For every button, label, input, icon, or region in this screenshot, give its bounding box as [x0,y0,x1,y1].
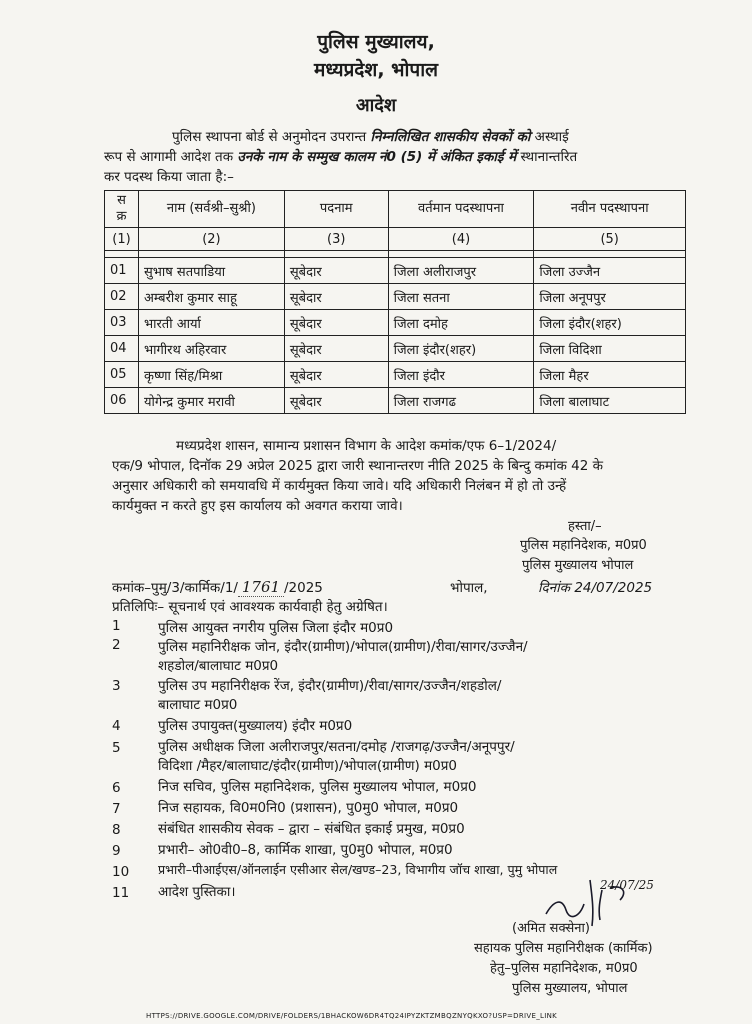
table-column-number-row [105,228,686,251]
cell-new-posting: जिला अनूपपुर [534,284,686,310]
list-item-number: 1 [112,618,121,634]
body-line-2: एक/9 भोपाल, दिनॉक 29 अप्रेल 2025 द्वारा जारी स्थानान्तरण नीति 2025 के बिन्दु कमांक 42 के [112,458,603,474]
cell-name: अम्बरीश कुमार साहू [138,284,284,310]
signatory-name: (अमित सक्सेना) [512,921,590,936]
cell-name: कृष्णा सिंह/मिश्रा [138,362,284,388]
cell-serial: 06 [105,388,139,414]
list-item-number: 4 [112,718,121,734]
list-item: निज सहायक, वि0म0नि0 (प्रशासन), पु0मु0 भोपाल, म0प्र0 [158,800,459,816]
table-row [105,310,686,336]
office-name: पुलिस मुख्यालय, [317,31,435,53]
colnum: (5) [534,228,686,251]
body-line-1: मध्यप्रदेश शासन, सामान्य प्रशासन विभाग के आदेश कमांक/एफ 6–1/2024/ [176,438,557,454]
cell-current-posting: जिला इंदौर [388,362,534,388]
signatory-office-2: पुलिस मुख्यालय, भोपाल [512,981,628,996]
cell-current-posting: जिला दमोह [388,310,534,336]
signatory-on-behalf: हेतु–पुलिस महानिदेशक, म0प्र0 [490,961,638,976]
list-item-number: 9 [112,843,121,859]
transfer-table [104,190,686,414]
document-title: आदेश [355,95,397,116]
list-item-cont: विदिशा /मैहर/बालाघाट/इंदौर(ग्रामीण)/भोपाल(ग्रामीण) म0प्र0 [158,758,458,774]
cell-new-posting: जिला उज्जैन [534,258,686,284]
body-line-4: कार्यमुक्त न करते हुए इस कार्यालय को अवगत कराया जावे। [112,498,403,514]
cell-name: भागीरथ अहिरवार [138,336,284,362]
list-item-number: 11 [112,885,130,901]
list-item: पुलिस आयुक्त नगरीय पुलिस जिला इंदौर म0प्र0 [158,620,394,636]
signature-initials: 24/07/25 [600,878,654,892]
cell-designation: सूबेदार [284,258,388,284]
table-header-row [105,191,686,228]
list-item: संबंधित शासकीय सेवक – द्वारा – संबंधित इकाई प्रमुख, म0प्र0 [158,821,465,837]
list-item-number: 10 [112,864,130,880]
cell-designation: सूबेदार [284,362,388,388]
intro-line-3: कर पदस्थ किया जाता है:– [104,169,234,185]
table-row [105,388,686,414]
header-current-posting: वर्तमान पदस्थापना [388,191,534,228]
list-item-number: 5 [112,740,121,756]
cell-serial: 02 [105,284,139,310]
cell-new-posting: जिला इंदौर(शहर) [534,310,686,336]
copy-heading: प्रतिलिपिः– सूचनार्थ एवं आवश्यक कार्यवाही हेतु अग्रेषित। [112,599,388,615]
intro-line-2: रूप से आगामी आदेश तक उनके नाम के सम्मुख कालम नं0 (5) में अंकित इकाई में स्थानान्तरित [104,149,578,165]
intro-line-1: पुलिस स्थापना बोर्ड से अनुमोदन उपरान्त निम्नलिखित शासकीय सेवकों को अस्थाई [172,129,569,145]
cell-current-posting: जिला राजगढ [388,388,534,414]
cell-name: योगेन्द्र कुमार मरावी [138,388,284,414]
cell-current-posting: जिला इंदौर(शहर) [388,336,534,362]
cell-designation: सूबेदार [284,336,388,362]
list-item-number: 8 [112,822,121,838]
header-new-posting: नवीन पदस्थापना [534,191,686,228]
signatory-title: सहायक पुलिस महानिरीक्षक (कार्मिक) [474,941,653,956]
footer-url: HTTPS://DRIVE.GOOGLE.COM/DRIVE/FOLDERS/1BHACKOW6DR4TQ24IPYZKTZMBQZNYQKXO?USP=DRIVE_LINK [146,1012,557,1020]
cell-current-posting: जिला सतना [388,284,534,310]
cell-serial: 05 [105,362,139,388]
cell-name: सुभाष सतपाडिया [138,258,284,284]
cell-new-posting: जिला मैहर [534,362,686,388]
table-row [105,258,686,284]
cell-serial: 03 [105,310,139,336]
cell-serial: 04 [105,336,139,362]
list-item-number: 7 [112,801,121,817]
list-item: पुलिस उपायुक्त(मुख्यालय) इंदौर म0प्र0 [158,718,353,734]
colnum: (2) [138,228,284,251]
table-row [105,284,686,310]
colnum: (1) [105,228,139,251]
list-item: प्रभारी–पीआईएस/ऑनलाईन एसीआर सेल/खण्ड–23, विभागीय जॉच शाखा, पुमु भोपाल [158,862,558,877]
header-designation: पदनाम [284,191,388,228]
office-location: मध्यप्रदेश, भोपाल [313,59,439,81]
colnum: (3) [284,228,388,251]
signatory-office: पुलिस मुख्यालय भोपाल [522,558,634,573]
list-item: पुलिस अधीक्षक जिला अलीराजपुर/सतना/दमोह /राजगढ़/उज्जैन/अनूपपुर/ [158,739,515,755]
order-number: कमांक–पुमु/3/कार्मिक/1/ 1761 /2025 [112,578,323,596]
header-serial: स क्र [105,191,139,228]
table-row [105,336,686,362]
order-place: भोपाल, [450,580,488,596]
cell-designation: सूबेदार [284,388,388,414]
list-item-cont: बालाघाट म0प्र0 [158,697,238,713]
cell-serial: 01 [105,258,139,284]
list-item: आदेश पुस्तिका। [158,884,236,900]
cell-new-posting: जिला विदिशा [534,336,686,362]
cell-current-posting: जिला अलीराजपुर [388,258,534,284]
list-item: प्रभारी– ओ0वी0–8, कार्मिक शाखा, पु0मु0 भोपाल, म0प्र0 [158,842,453,858]
list-item-cont: शहडोल/बालाघाट म0प्र0 [158,658,279,674]
list-item: पुलिस महानिरीक्षक जोन, इंदौर(ग्रामीण)/भोपाल(ग्रामीण)/रीवा/सागर/उज्जैन/ [158,639,528,655]
cell-designation: सूबेदार [284,284,388,310]
cell-designation: सूबेदार [284,310,388,336]
list-item-number: 6 [112,780,121,796]
body-line-3: अनुसार अधिकारी को समयावधि में कार्यमुक्त किया जावे। यदि अधिकारी निलंबन में हो तो उन्हें [112,478,567,494]
list-item: निज सचिव, पुलिस महानिदेशक, पुलिस मुख्यालय भोपाल, म0प्र0 [158,779,477,795]
list-item-number: 2 [112,637,121,653]
order-date: दिनांक 24/07/2025 [538,580,653,596]
list-item-number: 3 [112,678,121,694]
list-item: पुलिस उप महानिरीक्षक रेंज, इंदौर(ग्रामीण)/रीवा/सागर/उज्जैन/शहडोल/ [158,678,502,694]
cell-name: भारती आर्या [138,310,284,336]
signed-mark: हस्ता/– [568,519,602,534]
header-name: नाम (सर्वश्री–सुश्री) [138,191,284,228]
signatory-designation: पुलिस महानिदेशक, म0प्र0 [520,538,647,553]
colnum: (4) [388,228,534,251]
table-row [105,362,686,388]
cell-new-posting: जिला बालाघाट [534,388,686,414]
